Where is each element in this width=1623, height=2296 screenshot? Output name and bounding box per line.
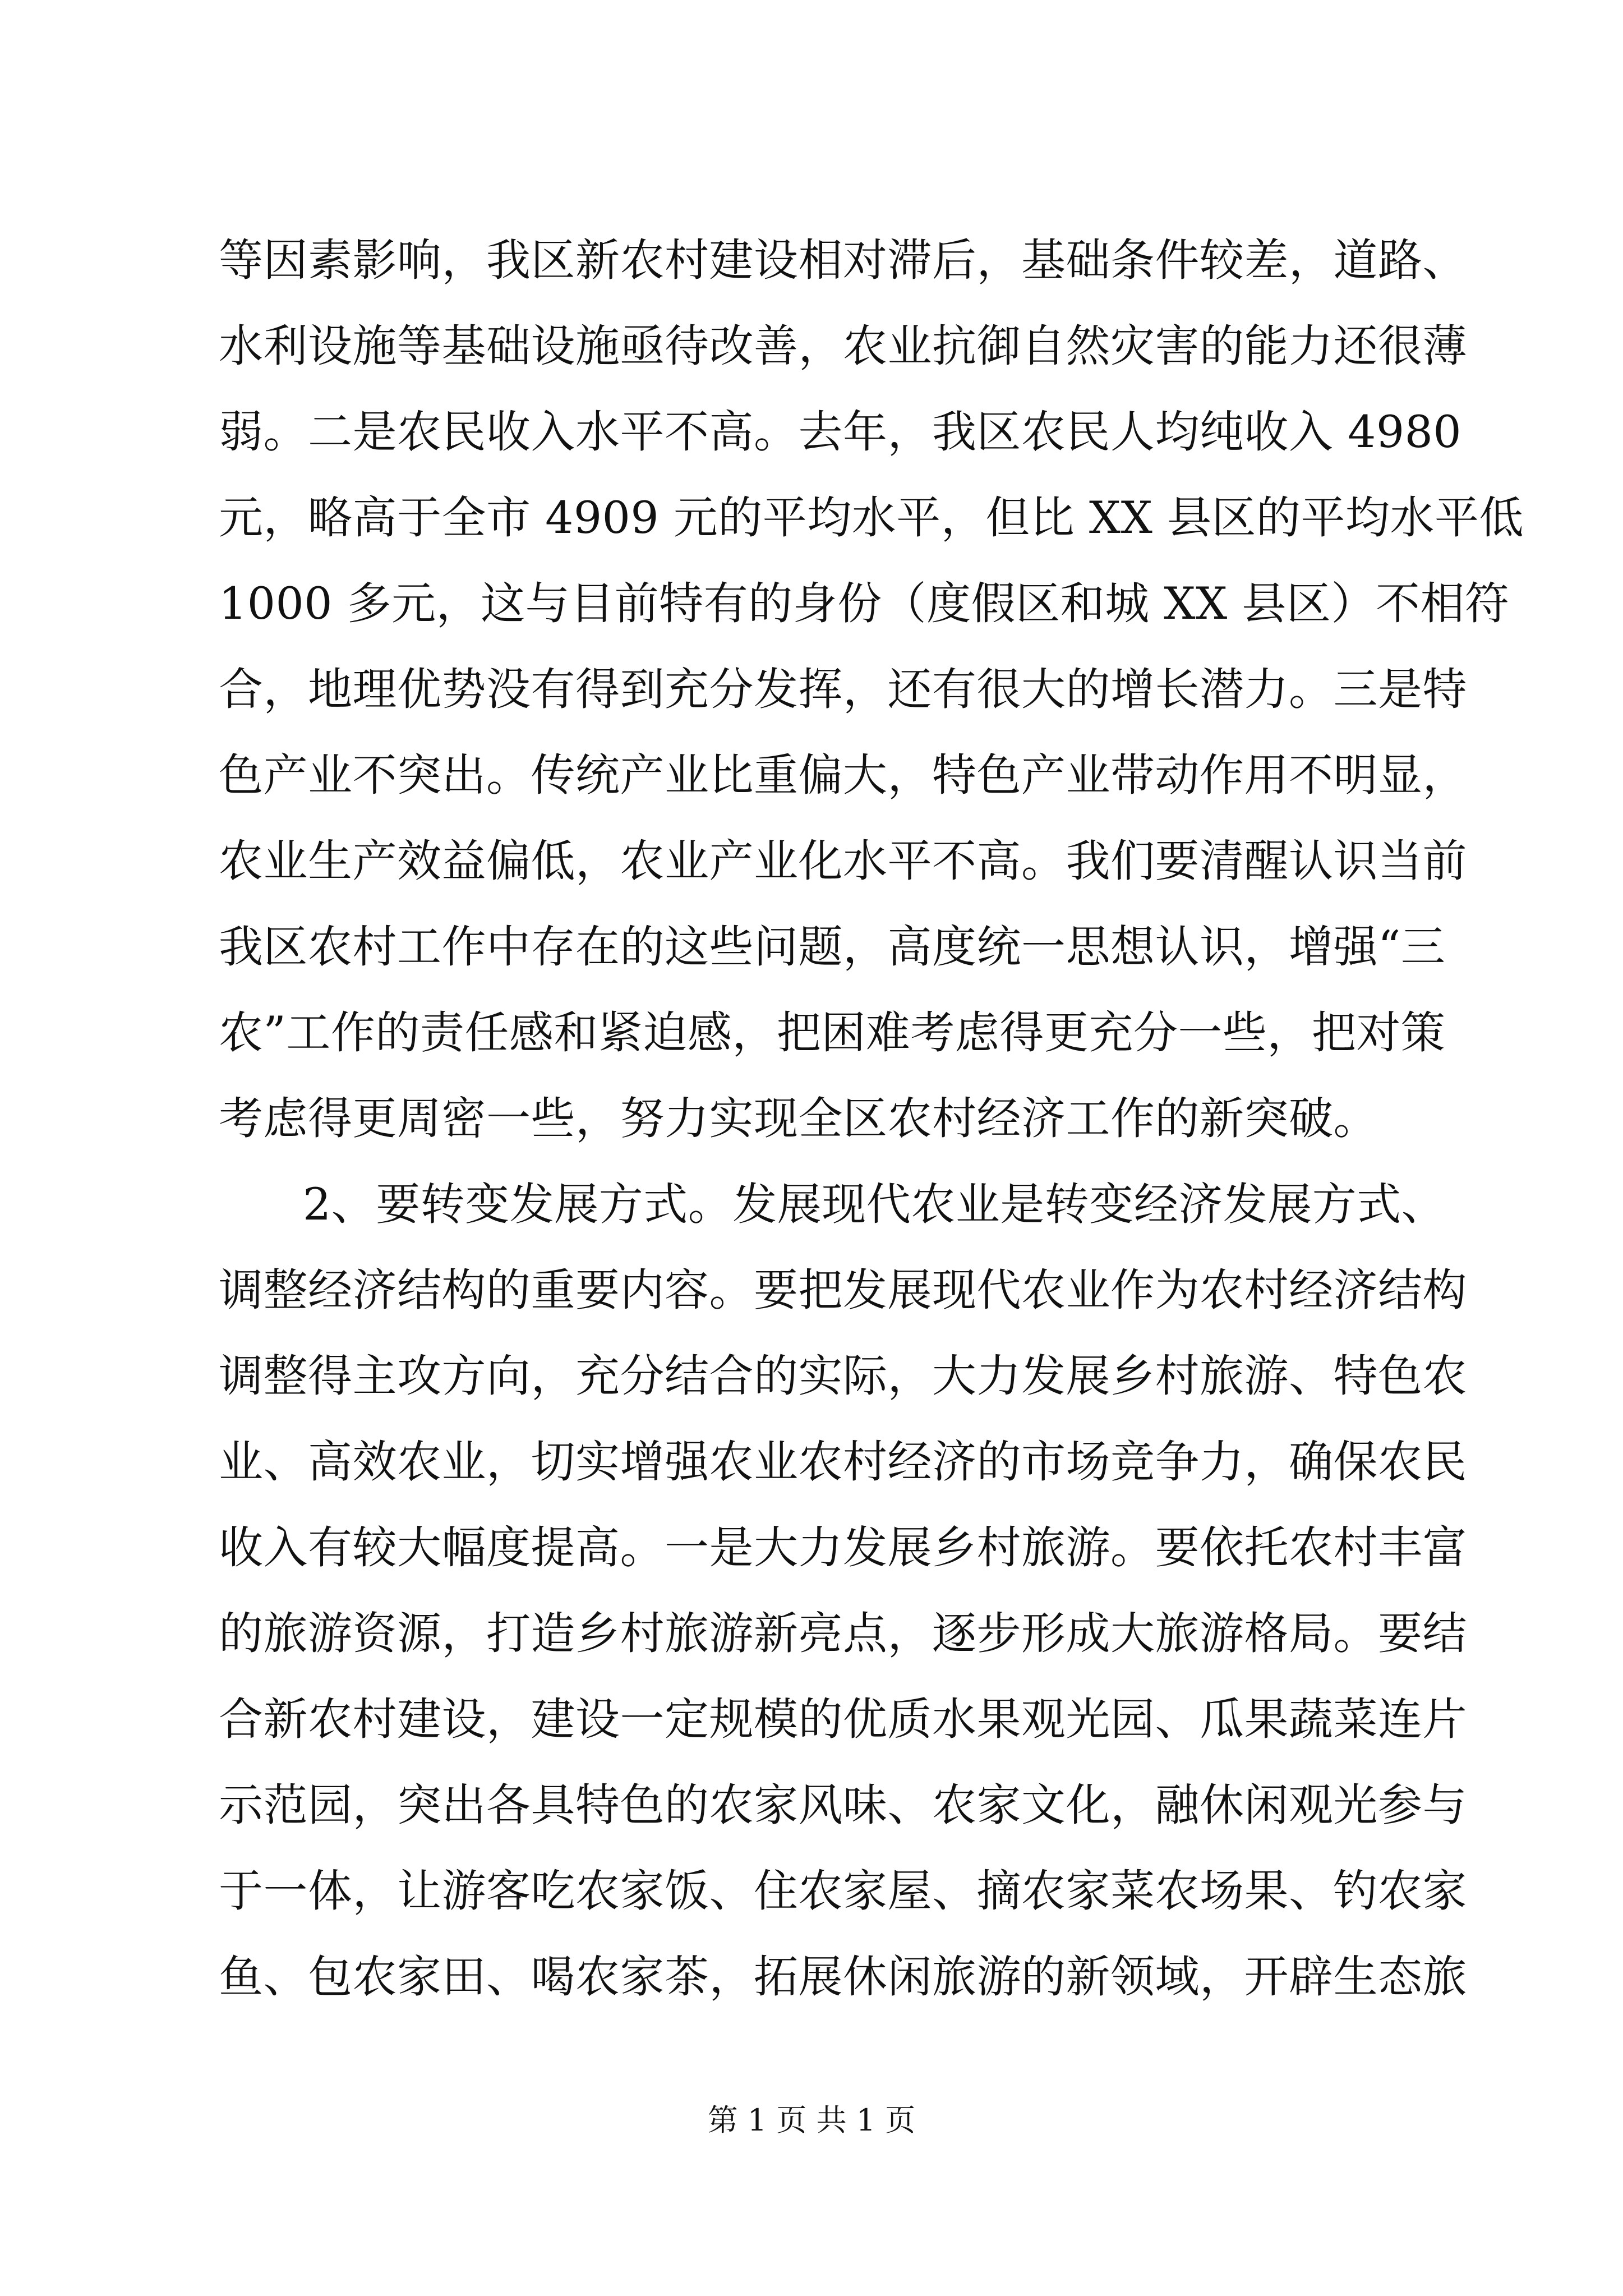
text-line: 收入有较大幅度提高。一是大力发展乡村旅游。要依托农村丰富 <box>219 1522 1467 1573</box>
text-line: 农业生产效益偏低，农业产业化水平不高。我们要清醒认识当前 <box>219 835 1467 887</box>
document-body <box>219 218 1524 2020</box>
text-line: 元，略高于全市 4909 元的平均水平，但比 XX 县区的平均水平低 <box>219 492 1524 544</box>
page-footer: 第 1 页 共 1 页 <box>707 2102 916 2138</box>
text-line: 色产业不突出。传统产业比重偏大，特色产业带动作用不明显， <box>219 749 1467 801</box>
text-line: 农”工作的责任感和紧迫感，把困难考虑得更充分一些，把对策 <box>219 1007 1446 1059</box>
text-line: 的旅游资源，打造乡村旅游新亮点，逐步形成大旅游格局。要结 <box>219 1608 1467 1659</box>
text-line: 调整经济结构的重要内容。要把发展现代农业作为农村经济结构 <box>219 1264 1467 1316</box>
paragraph-end-line: 考虑得更周密一些，努力实现全区农村经济工作的新突破。 <box>219 1093 1378 1144</box>
text-line: 水利设施等基础设施亟待改善，农业抗御自然灾害的能力还很薄 <box>219 320 1467 372</box>
text-line: 业、高效农业，切实增强农业农村经济的市场竞争力，确保农民 <box>219 1436 1467 1488</box>
text-line: 示范园，突出各具特色的农家风味、农家文化，融休闲观光参与 <box>219 1779 1467 1831</box>
text-line: 于一体，让游客吃农家饭、住农家屋、摘农家菜农场果、钓农家 <box>219 1865 1467 1917</box>
paragraph-start-line: 2、要转变发展方式。发展现代农业是转变经济发展方式、 <box>303 1179 1446 1230</box>
text-line: 我区农村工作中存在的这些问题，高度统一思想认识，增强“三 <box>219 921 1446 973</box>
text-line: 调整得主攻方向，充分结合的实际，大力发展乡村旅游、特色农 <box>219 1350 1467 1402</box>
text-line: 合新农村建设，建设一定规模的优质水果观光园、瓜果蔬菜连片 <box>219 1694 1467 1745</box>
text-line: 合，地理优势没有得到充分发挥，还有很大的增长潜力。三是特 <box>219 664 1467 715</box>
text-line: 弱。二是农民收入水平不高。去年，我区农民人均纯收入 4980 <box>219 406 1462 458</box>
text-line: 1000 多元，这与目前特有的身份（度假区和城 XX 县区）不相符 <box>219 578 1510 629</box>
text-line: 鱼、包农家田、喝农家茶，拓展休闲旅游的新领域，开辟生态旅 <box>219 1951 1467 2003</box>
text-line: 等因素影响，我区新农村建设相对滞后，基础条件较差，道路、 <box>219 234 1467 286</box>
